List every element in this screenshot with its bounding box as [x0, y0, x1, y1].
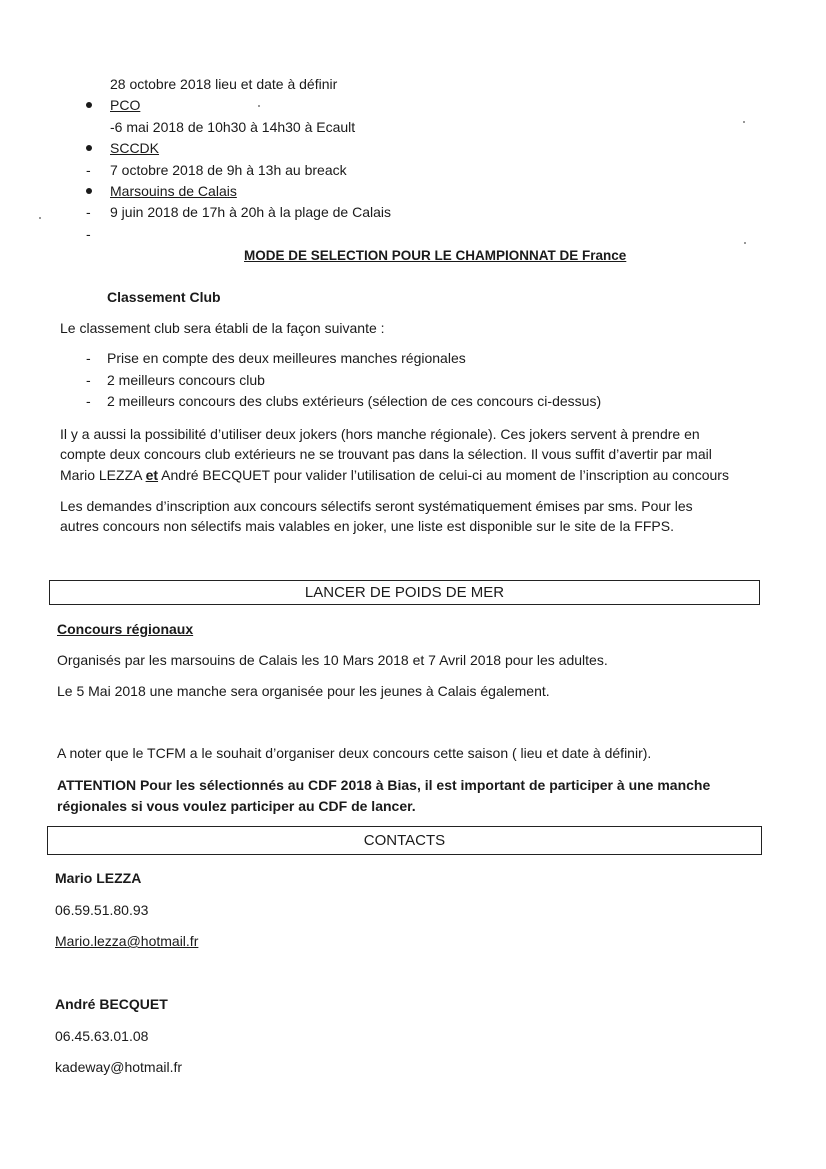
dash-marker: -	[86, 226, 91, 242]
lancer-line: A noter que le TCFM a le souhait d’organiser deux concours cette saison ( lieu et date à définir).	[57, 745, 652, 761]
joker-name-2: André BECQUET pour valider l’utilisation de celui-ci au moment de l’inscription au concours	[158, 467, 729, 483]
contact-name: Mario LEZZA	[55, 870, 142, 886]
contacts-section-box	[47, 826, 762, 855]
lancer-section-title: LANCER DE POIDS DE MER	[304, 584, 505, 601]
lancer-section-box	[49, 580, 760, 605]
concours-regionaux-heading: Concours régionaux	[57, 621, 194, 637]
contact-phone: 06.45.63.01.08	[55, 1028, 149, 1044]
classement-intro: Le classement club sera établi de la façon suivante :	[60, 320, 385, 336]
scan-speck	[258, 105, 260, 107]
club-marsouins-detail: 9 juin 2018 de 17h à 20h à la plage de Calais	[110, 204, 391, 220]
club-sccdk: SCCDK	[110, 140, 160, 156]
scan-speck	[744, 242, 746, 244]
club-pco: PCO	[110, 97, 141, 113]
bullet-icon	[86, 102, 92, 108]
list-item: 2 meilleurs concours des clubs extérieurs (sélection de ces concours ci-dessus)	[107, 393, 602, 409]
contact-email-link[interactable]: Mario.lezza@hotmail.fr	[55, 933, 199, 949]
dash-marker: -	[86, 204, 91, 220]
joker-name-1: Mario LEZZA	[60, 467, 146, 483]
joker-et: et	[145, 467, 159, 483]
club-sccdk-detail: 7 octobre 2018 de 9h à 13h au breack	[110, 162, 347, 178]
bullet-icon	[86, 145, 92, 151]
contact-name: André BECQUET	[55, 996, 168, 1012]
scan-speck	[39, 217, 41, 219]
bullet-icon	[86, 188, 92, 194]
dash-marker: -	[86, 162, 91, 178]
sms-paragraph-line: autres concours non sélectifs mais valables en joker, une liste est disponible sur le site de la FFPS.	[60, 518, 674, 534]
attention-line: ATTENTION Pour les sélectionnés au CDF 2018 à Bias, il est important de participer à une manche	[57, 777, 711, 793]
list-item: Prise en compte des deux meilleures manches régionales	[107, 350, 466, 366]
attention-line: régionales si vous voulez participer au CDF de lancer.	[57, 798, 416, 814]
dash-marker: -	[86, 372, 91, 388]
joker-paragraph-line: compte deux concours club extérieurs ne se trouvant pas dans la sélection. Il vous suffit d’avertir par mail	[60, 446, 712, 462]
club-marsouins: Marsouins de Calais	[110, 183, 237, 199]
contact-phone: 06.59.51.80.93	[55, 902, 149, 918]
contact-email: kadeway@hotmail.fr	[55, 1059, 183, 1075]
selection-heading: MODE DE SELECTION POUR LE CHAMPIONNAT DE France	[244, 248, 627, 263]
joker-paragraph-line	[60, 467, 729, 484]
dash-marker: -	[86, 393, 91, 409]
sms-paragraph-line: Les demandes d’inscription aux concours sélectifs seront systématiquement émises par sms. Pour les	[60, 498, 693, 514]
lancer-line: Organisés par les marsouins de Calais les 10 Mars 2018 et 7 Avril 2018 pour les adultes.	[57, 652, 608, 668]
event-date-line: 28 octobre 2018 lieu et date à définir	[110, 76, 338, 92]
classement-club-heading: Classement Club	[107, 289, 221, 305]
scan-speck	[743, 121, 745, 123]
dash-marker: -	[86, 350, 91, 366]
club-pco-detail: -6 mai 2018 de 10h30 à 14h30 à Ecault	[110, 119, 356, 135]
joker-paragraph-line: Il y a aussi la possibilité d’utiliser deux jokers (hors manche régionale). Ces jokers servent à prendre en	[60, 426, 700, 442]
list-item: 2 meilleurs concours club	[107, 372, 265, 388]
contacts-section-title: CONTACTS	[363, 832, 446, 849]
lancer-line: Le 5 Mai 2018 une manche sera organisée pour les jeunes à Calais également.	[57, 683, 550, 699]
